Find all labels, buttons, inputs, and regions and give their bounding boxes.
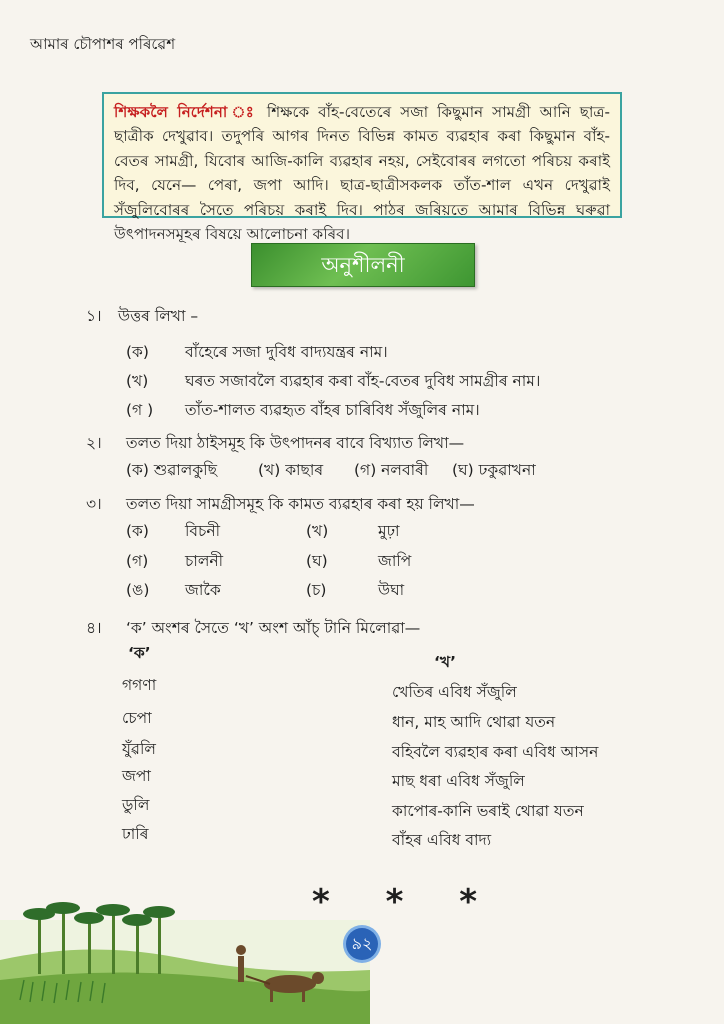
q1-item-c-text: তাঁত-শালত ব্যৱহৃত বাঁহৰ চাৰিবিধ সঁজুলিৰ নাম। [185, 401, 480, 419]
q4-col-a-item: ঢাৰি [122, 825, 149, 843]
q3-item-f-label: (চ) [306, 581, 327, 599]
q4-col-a-item: চেপা [122, 709, 152, 727]
q4-col-b-item: ধান, মাহ আদি থোৱা যতন [392, 713, 556, 731]
page-number-badge: ৯২ [346, 928, 378, 960]
q1-number: ১। [86, 307, 102, 325]
teacher-instruction-box [102, 92, 622, 244]
q4-col-b-item: মাছ ধৰা এবিধ সঁজুলি [392, 772, 525, 790]
q2-item-a: (ক) শুৱালকুছি [126, 461, 217, 479]
q3-number: ৩। [86, 495, 102, 513]
q1-item-b-label: (খ) [126, 372, 149, 390]
q2-number: ২। [86, 434, 102, 452]
page-header-title: আমাৰ চৌপাশৰ পৰিৱেশ [30, 35, 176, 53]
q4-col-b-item: বহিবলৈ ব্যৱহাৰ কৰা এবিধ আসন [392, 743, 599, 761]
q4-col-b-item: খেতিৰ এবিধ সঁজুলি [392, 683, 517, 701]
q4-col-a-header: ‘ক’ [128, 644, 151, 662]
q4-col-b-item: কাপোৰ-কানি ভৰাই থোৱা যতন [392, 802, 584, 820]
q1-text: উত্তৰ লিখা – [118, 307, 199, 325]
q3-item-c-text: চালনী [185, 552, 224, 570]
q3-item-e-label: (ঙ) [126, 581, 150, 599]
q3-item-e-text: জাকৈ [185, 581, 221, 599]
q4-number: ৪। [86, 619, 102, 637]
q3-item-d-text: জাপি [378, 552, 412, 570]
q3-text: তলত দিয়া সামগ্ৰীসমূহ কি কামত ব্যৱহাৰ কৰা হয় লিখা— [126, 495, 475, 513]
exercise-title-banner: অনুশীলনী [251, 243, 475, 287]
q4-col-b-header: ‘খ’ [434, 653, 456, 671]
q2-item-c: (গ) নলবাৰী [354, 461, 429, 479]
q3-item-d-label: (ঘ) [306, 552, 328, 570]
q2-item-d: (ঘ) ঢকুৱাখনা [452, 461, 536, 479]
q4-col-a-item: ডুলি [122, 796, 150, 814]
teacher-instruction-label: শিক্ষকলৈ নিৰ্দেশনা ঃ [114, 103, 258, 121]
q2-text: তলত দিয়া ঠাইসমূহ কি উৎপাদনৰ বাবে বিখ্যাত লিখা— [126, 434, 465, 452]
q3-item-b-label: (খ) [306, 522, 329, 540]
q4-col-b-item: বাঁহৰ এবিধ বাদ্য [392, 831, 492, 849]
q4-col-a-item: যুঁৱলি [122, 740, 156, 758]
q1-item-c-label: (গ ) [126, 401, 154, 419]
closing-stars: * * * [312, 882, 500, 922]
q3-item-b-text: মুঢ়া [378, 522, 400, 540]
q3-item-c-label: (গ) [126, 552, 149, 570]
q4-col-a-item: গগণা [122, 676, 157, 694]
q3-item-f-text: উঘা [378, 581, 405, 599]
q2-item-b: (খ) কাছাৰ [258, 461, 324, 479]
q1-item-a-label: (ক) [126, 343, 149, 361]
q1-item-a-text: বাঁহেৰে সজা দুবিধ বাদ্যযন্ত্ৰৰ নাম। [185, 343, 388, 361]
q1-item-b-text: ঘৰত সজাবলৈ ব্যৱহাৰ কৰা বাঁহ-বেতৰ দুবিধ সামগ্ৰীৰ নাম। [185, 372, 541, 390]
q4-col-a-item: জপা [122, 767, 151, 785]
teacher-instruction-text: শিক্ষকে বাঁহ-বেতেৰে সজা কিছুমান সামগ্ৰী আনি ছাত্ৰ-ছাত্ৰীক দেখুৱাব। তদুপৰি আগৰ দিনত বিভিন্ন কামত ব্যৱহাৰ কৰা কিছুমান বাঁহ-বেতৰ সামগ্ৰী, যিবোৰ আজি-কালি ব্যৱহাৰ নহয়, সেইবোৰৰ লগতো পৰিচয় কৰাই দিব, যেনে— পেৰা, জপা আদি। ছাত্ৰ-ছাত্ৰীসকলক তাঁত-শাল এখন দেখুৱাই সঁজুলিবোৰৰ সৈতে পৰিচয় কৰাই দিব। পাঠৰ জৰিয়তে আমাৰ বিভিন্ন ঘৰুৱা উৎপাদনসমূহৰ বিষয়ে আলোচনা কৰিব। [114, 103, 610, 244]
q3-item-a-label: (ক) [126, 522, 149, 540]
q4-text: ‘ক’ অংশৰ সৈতে ‘খ’ অংশ আঁচ্ টানি মিলোৱা— [126, 619, 421, 637]
q3-item-a-text: বিচনী [185, 522, 221, 540]
